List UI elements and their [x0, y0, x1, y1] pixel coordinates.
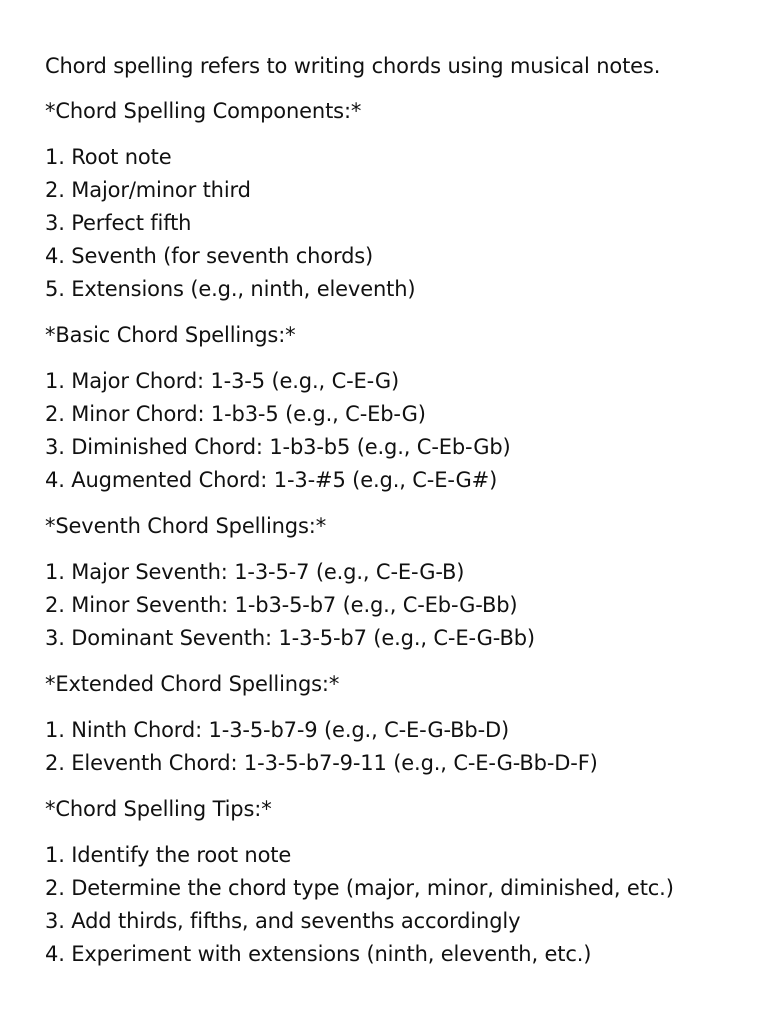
list-basic [45, 365, 768, 497]
list-item: 4. Experiment with extensions (ninth, eleventh, etc.) [45, 942, 592, 966]
list-item: 1. Ninth Chord: 1-3-5-b7-9 (e.g., C-E-G-Bb-D) [45, 718, 510, 742]
list-components [45, 141, 768, 306]
section-heading-components: *Chord Spelling Components:* [45, 99, 362, 123]
list-item: 2. Eleventh Chord: 1-3-5-b7-9-11 (e.g., C-E-G-Bb-D-F) [45, 751, 598, 775]
list-item: 2. Minor Seventh: 1-b3-5-b7 (e.g., C-Eb-G-Bb) [45, 593, 518, 617]
section-heading-basic: *Basic Chord Spellings:* [45, 323, 296, 347]
list-item: 1. Identify the root note [45, 843, 292, 867]
list-item: 1. Major Seventh: 1-3-5-7 (e.g., C-E-G-B) [45, 560, 465, 584]
list-item: 2. Major/minor third [45, 178, 251, 202]
section-heading-extended: *Extended Chord Spellings:* [45, 672, 340, 696]
list-item: 2. Determine the chord type (major, minor, diminished, etc.) [45, 876, 674, 900]
list-item: 3. Perfect fifth [45, 211, 192, 235]
list-item: 4. Seventh (for seventh chords) [45, 244, 374, 268]
list-seventh [45, 556, 768, 655]
list-extended [45, 714, 768, 780]
list-item: 1. Root note [45, 145, 172, 169]
list-item: 4. Augmented Chord: 1-3-#5 (e.g., C-E-G#) [45, 468, 498, 492]
list-item: 5. Extensions (e.g., ninth, eleventh) [45, 277, 416, 301]
list-item: 2. Minor Chord: 1-b3-5 (e.g., C-Eb-G) [45, 402, 426, 426]
section-heading-seventh: *Seventh Chord Spellings:* [45, 514, 327, 538]
section-heading-tips: *Chord Spelling Tips:* [45, 797, 272, 821]
list-item: 1. Major Chord: 1-3-5 (e.g., C-E-G) [45, 369, 399, 393]
intro-paragraph: Chord spelling refers to writing chords using musical notes. [45, 54, 661, 78]
list-item: 3. Add thirds, fifths, and sevenths accordingly [45, 909, 521, 933]
list-item: 3. Dominant Seventh: 1-3-5-b7 (e.g., C-E-G-Bb) [45, 626, 535, 650]
list-item: 3. Diminished Chord: 1-b3-b5 (e.g., C-Eb-Gb) [45, 435, 511, 459]
list-tips [45, 839, 768, 971]
